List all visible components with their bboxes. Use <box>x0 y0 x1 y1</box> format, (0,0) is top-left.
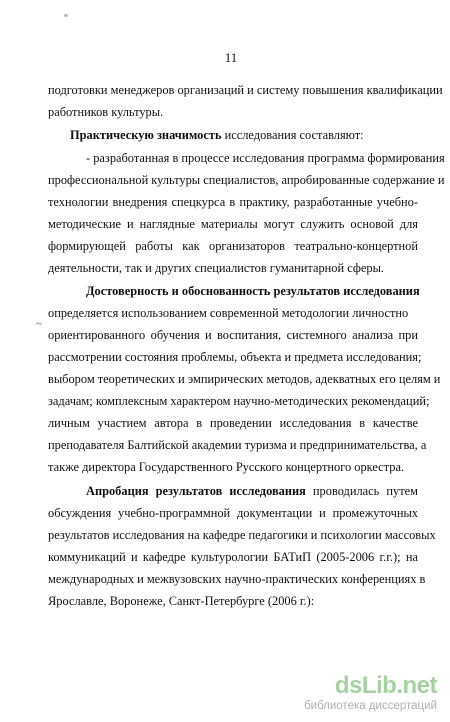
text-line <box>48 549 418 565</box>
text-run: проводилась путем <box>305 484 418 498</box>
text-run: ориентированного обучения и воспитания, системного анализа при <box>48 328 418 342</box>
text-run: обсуждения учебно-программной документации и промежуточных <box>48 506 418 520</box>
text-line <box>48 260 418 276</box>
text-line <box>86 483 418 499</box>
margin-mark: ~ <box>36 318 42 330</box>
text-line <box>48 194 418 210</box>
text-run: - разработанная в процессе исследования программа формирования <box>86 151 445 165</box>
text-run: личным участием автора в проведении исследования в качестве <box>48 416 418 430</box>
text-run: определяется использованием современной методологии личностно <box>48 306 409 320</box>
text-run: методические и наглядные материалы могут служить основой для <box>48 217 418 231</box>
text-line <box>48 172 445 188</box>
text-line <box>48 371 441 387</box>
text-run: коммуникаций и кафедре культурологии БАТиП (2005-2006 г.г.); на <box>48 550 418 564</box>
bold-phrase: Практическую значимость <box>70 128 222 142</box>
text-run: деятельности, так и других специалистов гуманитарной сферы. <box>48 261 385 275</box>
text-line <box>48 459 418 475</box>
text-line <box>86 283 418 299</box>
text-line <box>48 305 418 321</box>
text-run: профессиональной культуры специалистов, апробированные содержание и <box>48 173 445 187</box>
watermark <box>300 672 445 716</box>
text-line <box>48 593 418 609</box>
bold-phrase: Апробация результатов исследования <box>86 484 306 498</box>
text-run: исследования составляют: <box>221 128 364 142</box>
text-run: технологии внедрения спецкурса в практику, разработанные учебно- <box>48 195 418 209</box>
text-run: Ярославле, Воронеже, Санкт-Петербурге (2006 г.): <box>48 594 315 608</box>
text-line <box>48 437 427 453</box>
text-run: работников культуры. <box>48 105 164 119</box>
text-line <box>48 238 418 254</box>
text-run: также директора Государственного Русского концертного оркестра. <box>48 460 405 474</box>
text-line <box>48 571 426 587</box>
text-line <box>48 527 436 543</box>
text-line <box>48 104 418 120</box>
text-run: подготовки менеджеров организаций и систему повышения квалификации <box>48 83 443 97</box>
text-line <box>86 150 445 166</box>
text-run: преподавателя Балтийской академии туризма и предпринимательства, а <box>48 438 427 452</box>
text-line <box>48 349 422 365</box>
text-run: задачам; комплексным характером научно-методических рекомендаций; <box>48 394 430 408</box>
bold-phrase: Достоверность и обоснованность результатов исследования <box>86 284 420 298</box>
text-line <box>48 327 418 343</box>
scan-speck <box>64 14 68 17</box>
text-line <box>48 216 418 232</box>
page-number: 11 <box>224 50 238 65</box>
text-line <box>70 127 418 143</box>
text-run: выбором теоретических и эмпирических методов, адекватных его целям и <box>48 372 441 386</box>
text-line <box>48 393 430 409</box>
text-line <box>48 82 443 98</box>
text-line <box>48 415 418 431</box>
text-line <box>48 505 418 521</box>
text-run: международных и межвузовских научно-практических конференциях в <box>48 572 426 586</box>
text-run: результатов исследования на кафедре педагогики и психологии массовых <box>48 528 436 542</box>
text-run: рассмотрении состояния проблемы, объекта и предмета исследования; <box>48 350 422 364</box>
watermark-tagline: библиотека диссертаций <box>304 700 437 712</box>
watermark-logo: dsLib.net <box>334 672 437 699</box>
text-run: формирующей работы как организаторов театрально-концертной <box>48 239 418 253</box>
